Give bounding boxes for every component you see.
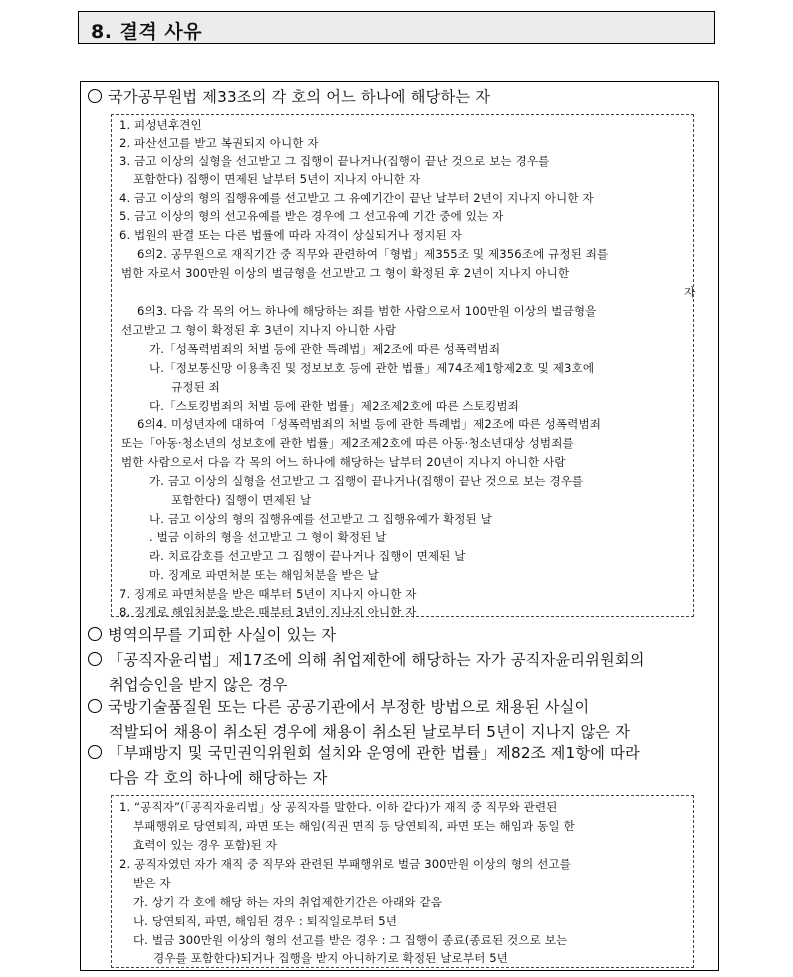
list-line: 포함한다) 집행이 면제된 날 bbox=[171, 493, 312, 507]
bullet-item-1 bbox=[88, 86, 490, 108]
list-line: 2. 공직자였던 자가 재직 중 직무와 관련된 부패행위로 벌금 300만원 이상의 형의 선고를 bbox=[119, 857, 572, 871]
list-line: 규정된 죄 bbox=[171, 380, 220, 394]
list-line: 선고받고 그 형이 확정된 후 3년이 지나지 아니한 사람 bbox=[121, 323, 397, 337]
list-line: 효력이 있는 경우 포함)된 자 bbox=[133, 838, 278, 852]
list-line: 자 bbox=[684, 285, 696, 299]
list-line: 나.「정보통신망 이용촉진 및 정보보호 등에 관한 법률」제74조제1항제2호 및 제3호에 bbox=[149, 361, 595, 375]
list-line: 1. “공직자”(「공직자윤리법」상 공직자를 말한다. 이하 같다)가 재직 중 직무와 관련된 bbox=[119, 800, 558, 814]
section-header bbox=[78, 11, 715, 44]
list-line: 범한 사람으로서 다음 각 목의 어느 하나에 해당하는 날부터 20년이 지나지 아니한 사람 bbox=[121, 455, 566, 469]
list-line: 5. 금고 이상의 형의 선고유예를 받은 경우에 그 선고유예 기간 중에 있는 자 bbox=[119, 209, 504, 223]
list-line: 가.「성폭력범죄의 처벌 등에 관한 특례법」제2조에 따른 성폭력범죄 bbox=[149, 342, 501, 356]
list-line: 포함한다) 집행이 면제된 날부터 5년이 지나지 아니한 자 bbox=[133, 172, 421, 186]
bullet-text: 적발되어 채용이 취소된 경우에 채용이 취소된 날로부터 5년이 지나지 않은 자 bbox=[109, 723, 631, 741]
list-line: 받은 자 bbox=[133, 876, 171, 890]
bullet-item-3 bbox=[88, 649, 645, 696]
circle-bullet-icon bbox=[88, 627, 102, 641]
list-line: 또는「아동·청소년의 성보호에 관한 법률」제2조제2호에 따른 아동·청소년대상 성범죄를 bbox=[121, 436, 574, 450]
section-title: 8. 결격 사유 bbox=[91, 21, 203, 43]
list-line: 6의3. 다음 각 목의 어느 하나에 해당하는 죄를 범한 사람으로서 100만원 이상의 벌금형을 bbox=[137, 304, 597, 318]
list-line: 가. 금고 이상의 실형을 선고받고 그 집행이 끝나거나(집행이 끝난 것으로 보는 경우를 bbox=[149, 474, 584, 488]
list-line: 다. 벌금 300만원 이상의 형의 선고를 받은 경우 : 그 집행이 종료(종료된 것으로 보는 bbox=[133, 933, 568, 947]
circle-bullet-icon bbox=[88, 745, 102, 759]
list-line: 경우를 포함한다)되거나 집행을 받지 아니하기로 확정된 날로부터 5년 bbox=[153, 951, 508, 965]
list-line: 4. 금고 이상의 형의 집행유예를 선고받고 그 유예기간이 끝난 날부터 2년이 지나지 아니한 자 bbox=[119, 191, 594, 205]
list-line: 나. 금고 이상의 형의 집행유예를 선고받고 그 집행유예가 확정된 날 bbox=[149, 512, 492, 526]
bullet-text: 국방기술품질원 또는 다른 공공기관에서 부정한 방법으로 채용된 사실이 bbox=[108, 698, 590, 716]
list-line: 8. 징계로 해임처분을 받은 때부터 3년이 지나지 아니한 자 bbox=[119, 605, 417, 619]
bullet-text: 「공직자윤리법」제17조에 의해 취업제한에 해당하는 자가 공직자윤리위원회의 bbox=[108, 651, 645, 669]
circle-bullet-icon bbox=[88, 89, 102, 103]
list-line: 다.「스토킹범죄의 처벌 등에 관한 법률」제2조제2호에 따른 스토킹범죄 bbox=[149, 399, 519, 413]
list-line: 1. 피성년후견인 bbox=[119, 118, 202, 132]
bullet-item-5 bbox=[88, 742, 640, 789]
list-line: 2. 파산선고를 받고 복권되지 아니한 자 bbox=[119, 136, 319, 150]
list-line: 나. 당연퇴직, 파면, 해임된 경우 : 퇴직일로부터 5년 bbox=[133, 914, 398, 928]
bullet-item-2 bbox=[88, 624, 336, 646]
disqualification-list-box bbox=[111, 114, 694, 617]
list-line: 범한 자로서 300만원 이상의 벌금형을 선고받고 그 형이 확정된 후 2년이 지나지 아니한 bbox=[121, 266, 570, 280]
bullet-text: 다음 각 호의 하나에 해당하는 자 bbox=[109, 769, 328, 787]
list-line: 가. 상기 각 호에 해당 하는 자의 취업제한기간은 아래와 같음 bbox=[133, 895, 443, 909]
list-line: 6의2. 공무원으로 재직기간 중 직무와 관련하여「형법」제355조 및 제356조에 규정된 죄를 bbox=[137, 247, 609, 261]
list-line: 3. 금고 이상의 실형을 선고받고 그 집행이 끝나거나(집행이 끝난 것으로 보는 경우를 bbox=[119, 154, 550, 168]
list-line: 6. 법원의 판결 또는 다른 법률에 따라 자격이 상실되거나 정지된 자 bbox=[119, 228, 462, 242]
list-line: 6의4. 미성년자에 대하여「성폭력범죄의 처벌 등에 관한 특례법」제2조에 따른 성폭력범죄 bbox=[137, 417, 602, 431]
bullet-text: 병역의무를 기피한 사실이 있는 자 bbox=[108, 626, 337, 644]
list-line: 7. 징계로 파면처분을 받은 때부터 5년이 지나지 아니한 자 bbox=[119, 587, 417, 601]
list-line: 라. 치료감호를 선고받고 그 집행이 끝나거나 집행이 면제된 날 bbox=[149, 549, 466, 563]
circle-bullet-icon bbox=[88, 652, 102, 666]
bullet-text: 「부패방지 및 국민권익위원회 설치와 운영에 관한 법률」제82조 제1항에 따라 bbox=[108, 744, 640, 762]
list-line: 부패행위로 당연퇴직, 파면 또는 해임(직권 면직 등 당연퇴직, 파면 또는 해임과 동일 한 bbox=[133, 819, 575, 833]
circle-bullet-icon bbox=[88, 699, 102, 713]
list-line: 마. 징계로 파면처분 또는 해임처분을 받은 날 bbox=[149, 568, 379, 582]
list-line: . 벌금 이하의 형을 선고받고 그 형이 확정된 날 bbox=[149, 530, 387, 544]
corruption-list-box bbox=[111, 795, 694, 968]
bullet-text: 국가공무원법 제33조의 각 호의 어느 하나에 해당하는 자 bbox=[108, 88, 491, 106]
bullet-text: 취업승인을 받지 않은 경우 bbox=[109, 676, 288, 694]
bullet-item-4 bbox=[88, 696, 630, 743]
